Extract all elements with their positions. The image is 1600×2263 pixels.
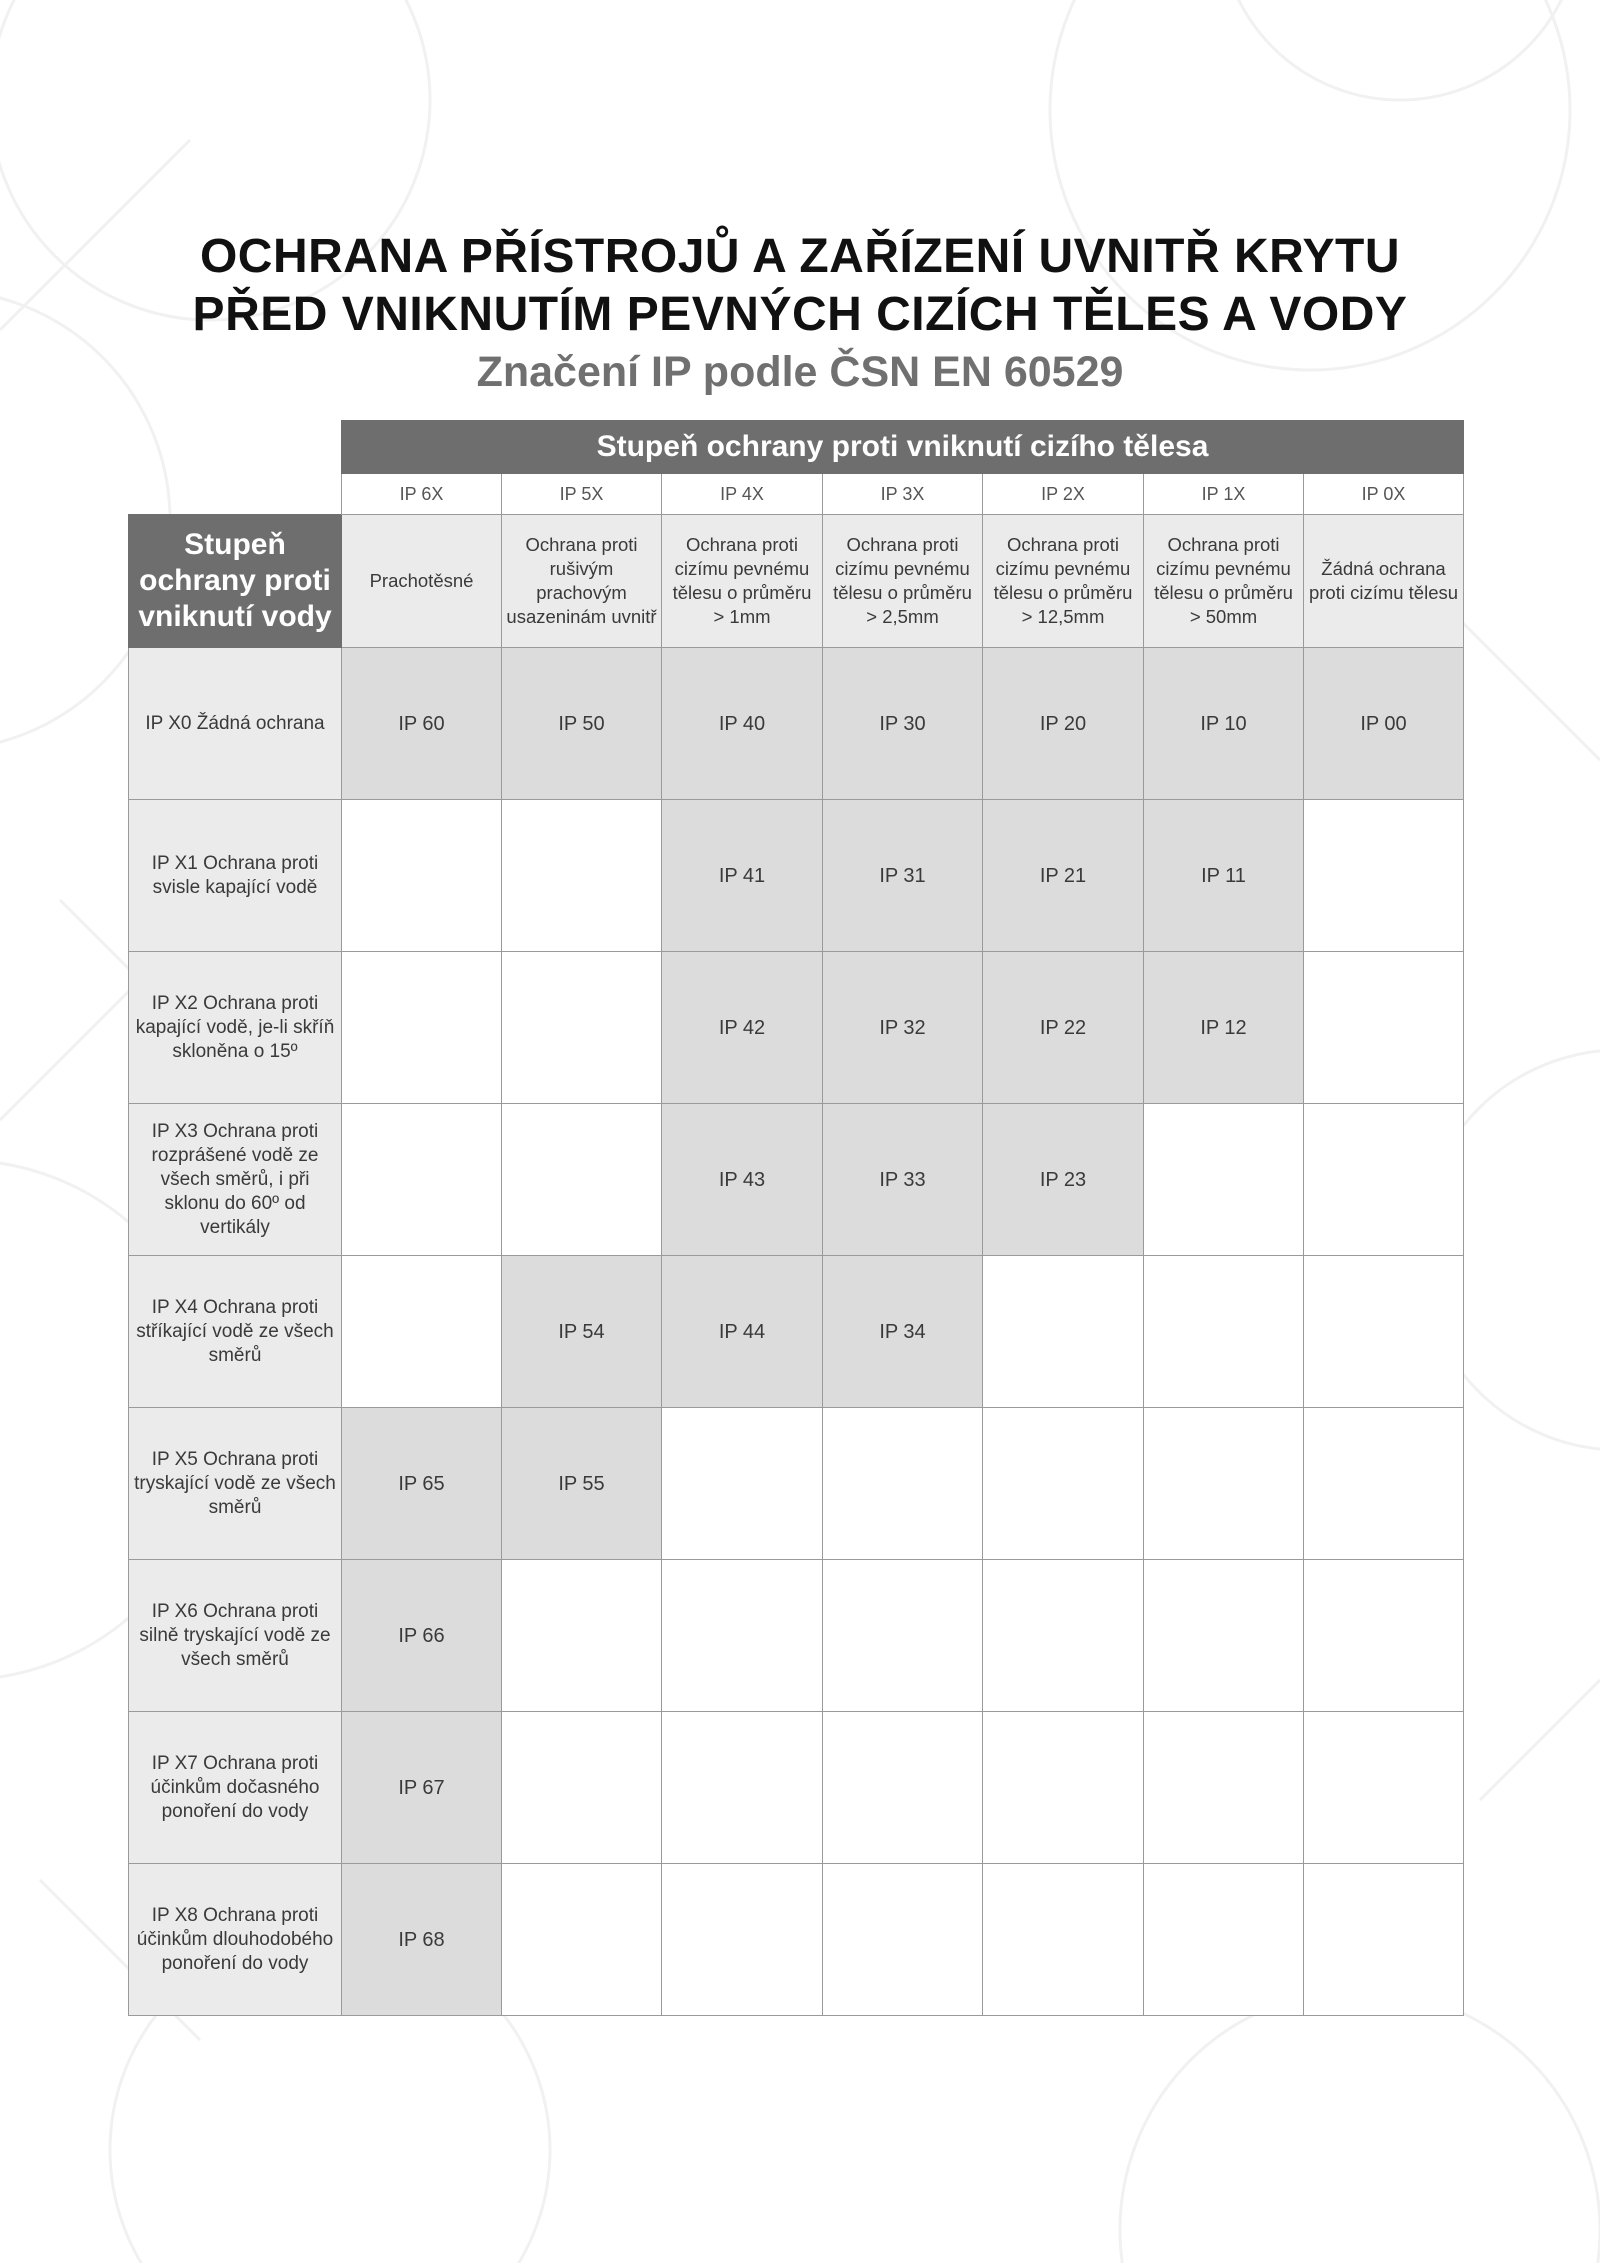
empty-cell (1304, 1864, 1464, 2016)
ip-code-cell: IP 23 (983, 1104, 1144, 1256)
ip-code-cell: IP 30 (823, 648, 983, 800)
table-row (129, 1104, 1464, 1256)
empty-cell (1304, 1560, 1464, 1712)
empty-cell (1304, 1256, 1464, 1408)
empty-cell (983, 1712, 1144, 1864)
ip-code-cell: IP 00 (1304, 648, 1464, 800)
column-code: IP 0X (1304, 474, 1464, 515)
empty-cell (502, 1712, 662, 1864)
ip-code-cell: IP 43 (662, 1104, 823, 1256)
empty-cell (1144, 1104, 1304, 1256)
empty-cell (502, 1864, 662, 2016)
table-body (129, 648, 1464, 2016)
table-corner (129, 421, 342, 474)
ip-code-cell: IP 31 (823, 800, 983, 952)
column-code: IP 4X (662, 474, 823, 515)
empty-cell (1144, 1256, 1304, 1408)
empty-cell (662, 1408, 823, 1560)
empty-cell (1304, 1104, 1464, 1256)
row-label: IP X8 Ochrana proti účinkům dlouhodobého ponoření do vody (129, 1864, 342, 2016)
empty-cell (1304, 1712, 1464, 1864)
empty-cell (983, 1256, 1144, 1408)
empty-cell (823, 1560, 983, 1712)
empty-cell (342, 1256, 502, 1408)
column-code: IP 1X (1144, 474, 1304, 515)
ip-code-cell: IP 20 (983, 648, 1144, 800)
column-description: Ochrana proti cizímu pevnému tělesu o průměru > 2,5mm (823, 515, 983, 648)
ip-code-cell: IP 12 (1144, 952, 1304, 1104)
empty-cell (662, 1712, 823, 1864)
table-row (129, 1864, 1464, 2016)
empty-cell (1304, 952, 1464, 1104)
title-block (0, 228, 1600, 400)
ip-code-cell: IP 11 (1144, 800, 1304, 952)
table-row (129, 1712, 1464, 1864)
ip-code-cell: IP 34 (823, 1256, 983, 1408)
ip-code-cell: IP 40 (662, 648, 823, 800)
column-description: Prachotěsné (342, 515, 502, 648)
empty-cell (823, 1864, 983, 2016)
ip-code-cell: IP 54 (502, 1256, 662, 1408)
column-code: IP 3X (823, 474, 983, 515)
empty-cell (823, 1712, 983, 1864)
row-label: IP X6 Ochrana proti silně tryskající vodě ze všech směrů (129, 1560, 342, 1712)
table-row (129, 1408, 1464, 1560)
row-label: IP X5 Ochrana proti tryskající vodě ze všech směrů (129, 1408, 342, 1560)
water-protection-header: Stupeň ochrany proti vniknutí vody (129, 515, 342, 648)
ip-code-cell: IP 55 (502, 1408, 662, 1560)
empty-cell (1144, 1712, 1304, 1864)
empty-cell (502, 800, 662, 952)
empty-cell (502, 1104, 662, 1256)
ip-code-cell: IP 22 (983, 952, 1144, 1104)
ip-code-cell: IP 21 (983, 800, 1144, 952)
ip-code-cell: IP 41 (662, 800, 823, 952)
empty-cell (1144, 1560, 1304, 1712)
ip-code-cell: IP 32 (823, 952, 983, 1104)
empty-cell (1304, 800, 1464, 952)
empty-cell (983, 1408, 1144, 1560)
table-corner-2 (129, 474, 342, 515)
ip-code-cell: IP 10 (1144, 648, 1304, 800)
table-row (129, 952, 1464, 1104)
row-label: IP X4 Ochrana proti stříkající vodě ze všech směrů (129, 1256, 342, 1408)
row-label: IP X2 Ochrana proti kapající vodě, je-li skříň skloněna o 15º (129, 952, 342, 1104)
ip-code-cell: IP 42 (662, 952, 823, 1104)
empty-cell (342, 1104, 502, 1256)
row-label: IP X7 Ochrana proti účinkům dočasného ponoření do vody (129, 1712, 342, 1864)
row-label: IP X1 Ochrana proti svisle kapající vodě (129, 800, 342, 952)
ip-code-cell: IP 65 (342, 1408, 502, 1560)
column-description: Ochrana proti cizímu pevnému tělesu o průměru > 12,5mm (983, 515, 1144, 648)
row-label: IP X0 Žádná ochrana (129, 648, 342, 800)
row-label: IP X3 Ochrana proti rozprášené vodě ze všech směrů, i při sklonu do 60º od vertikály (129, 1104, 342, 1256)
empty-cell (342, 952, 502, 1104)
ip-code-cell: IP 33 (823, 1104, 983, 1256)
empty-cell (662, 1864, 823, 2016)
empty-cell (502, 952, 662, 1104)
empty-cell (502, 1560, 662, 1712)
page-title-line-1: OCHRANA PŘÍSTROJŮ A ZAŘÍZENÍ UVNITŘ KRYTU (199, 230, 1401, 283)
column-code: IP 6X (342, 474, 502, 515)
ip-code-cell: IP 44 (662, 1256, 823, 1408)
empty-cell (983, 1560, 1144, 1712)
table-row (129, 1560, 1464, 1712)
ip-code-cell: IP 66 (342, 1560, 502, 1712)
ip-code-cell: IP 68 (342, 1864, 502, 2016)
column-code: IP 2X (983, 474, 1144, 515)
empty-cell (1144, 1864, 1304, 2016)
column-code: IP 5X (502, 474, 662, 515)
column-description: Ochrana proti cizímu pevnému tělesu o průměru > 1mm (662, 515, 823, 648)
ip-rating-table (128, 420, 1464, 2016)
empty-cell (1144, 1408, 1304, 1560)
page-title-line-2: PŘED VNIKNUTÍM PEVNÝCH CIZÍCH TĚLES A VODY (192, 288, 1408, 341)
empty-cell (342, 800, 502, 952)
page-subtitle: Značení IP podle ČSN EN 60529 (476, 348, 1124, 396)
column-description: Ochrana proti cizímu pevnému tělesu o průměru > 50mm (1144, 515, 1304, 648)
empty-cell (823, 1408, 983, 1560)
column-description: Ochrana proti rušivým prachovým usazeninám uvnitř (502, 515, 662, 648)
empty-cell (1304, 1408, 1464, 1560)
solid-protection-header: Stupeň ochrany proti vniknutí cizího tělesa (342, 421, 1464, 474)
table-row (129, 800, 1464, 952)
empty-cell (983, 1864, 1144, 2016)
empty-cell (662, 1560, 823, 1712)
table-row (129, 1256, 1464, 1408)
ip-code-cell: IP 60 (342, 648, 502, 800)
ip-code-cell: IP 50 (502, 648, 662, 800)
ip-code-cell: IP 67 (342, 1712, 502, 1864)
table-row (129, 648, 1464, 800)
column-description: Žádná ochrana proti cizímu tělesu (1304, 515, 1464, 648)
